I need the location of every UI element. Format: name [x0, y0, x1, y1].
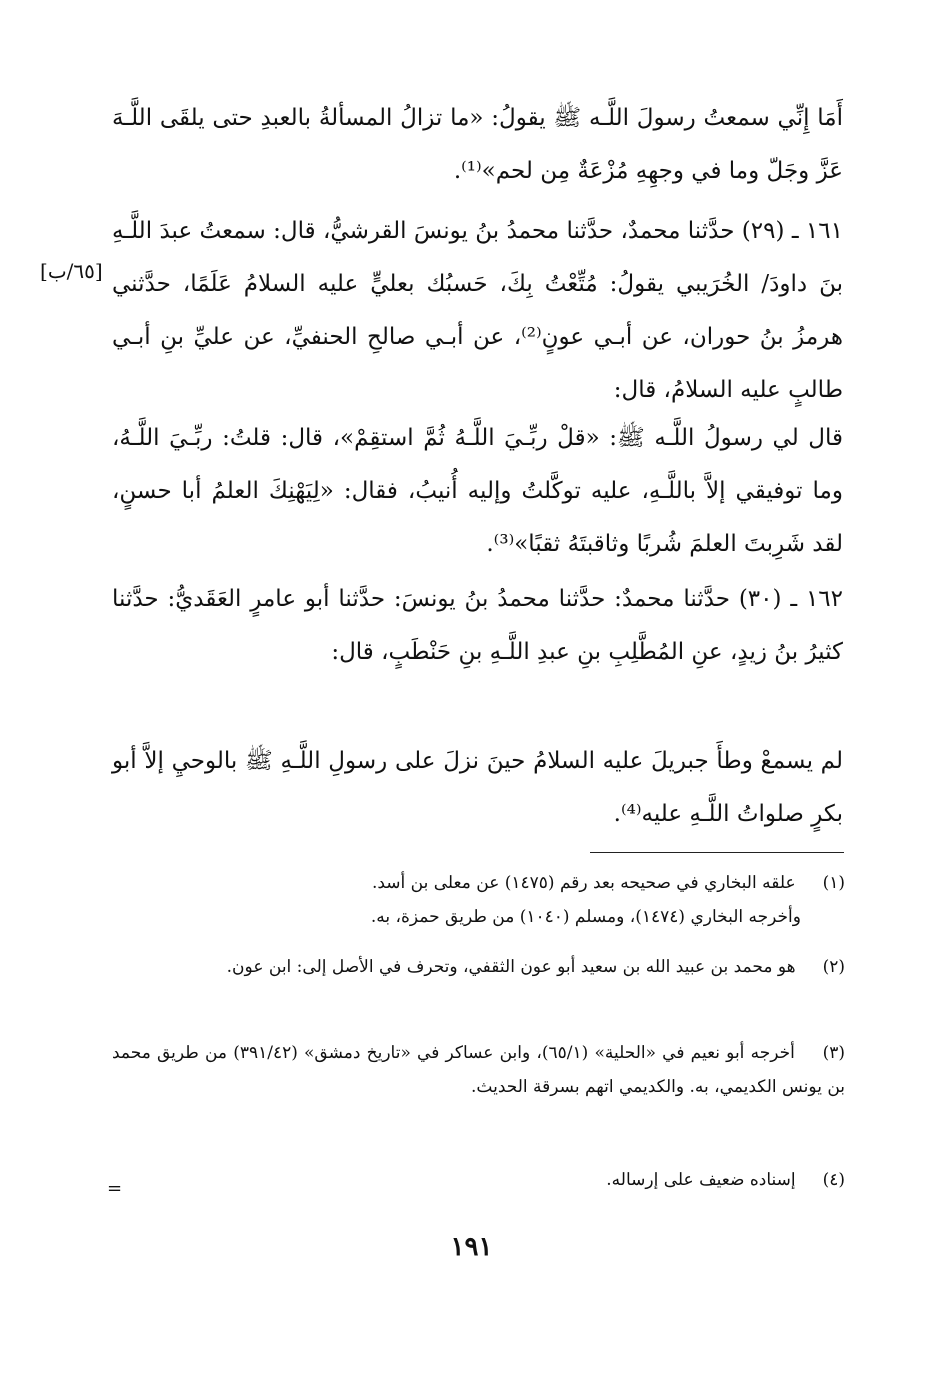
footnote-3-number: (٣) [822, 1043, 845, 1063]
paragraph-isnad-161: ١٦١ ـ (٢٩) حدَّثنا محمدٌ، حدَّثنا محمدُ بنُ يونسَ القرشيُّ، قال: سمعتُ عبدَ اللَّـهِ بنَ داودَ/ الخُرَيبي يقولُ: مُتِّعْتُ بِكَ، حَسبُك بعليٍّ عليه السلامُ عَلَمًا، حدَّثني هرمزُ بنُ حوران، عن أبـي عونٍ⁽²⁾، عن أبـي صالحِ الحنفيِّ، عن عليِّ بنِ أبـي طالبٍ عليه السلامُ، قال: [112, 218, 843, 403]
footnote-2-text: هو محمد بن عبيد الله بن سعيد أبو عون الثقفي، وتحرف في الأصل إلى: ابن عون. [226, 957, 796, 977]
footnote-1 [112, 866, 845, 934]
footnote-1-line-2: وأخرجه البخاري (١٤٧٤)، ومسلم (١٠٤٠) من طريق حمزة، به. [370, 907, 801, 927]
footnote-2-number: (٢) [822, 957, 845, 977]
footnote-2 [112, 950, 845, 984]
footnote-1-text: علقه البخاري في صحيحه بعد رقم (١٤٧٥) عن معلى بن أسد. [371, 873, 796, 893]
footnote-1-number: (١) [822, 873, 845, 893]
footnote-separator-rule [590, 852, 844, 853]
footnote-3 [112, 1036, 845, 1104]
paragraph-hadith-162-matn: لم يسمعْ وطأَ جبريلَ عليه السلامُ حينَ نزلَ على رسولِ اللَّـهِ ﷺ بالوحيِ إلاَّ أبو بكرٍ صلواتُ اللَّـهِ عليه⁽⁴⁾. [112, 748, 843, 827]
manuscript-folio-marker: [٦٥/ب] [40, 259, 103, 283]
footnote-4 [112, 1163, 845, 1197]
footnote-continuation-mark: = [107, 1178, 123, 1199]
footnote-4-text: إسناده ضعيف على إرساله. [606, 1170, 796, 1190]
footnote-4-number: (٤) [822, 1170, 845, 1190]
paragraph-isnad-162: ١٦٢ ـ (٣٠) حدَّثنا محمدٌ: حدَّثنا محمدُ بنُ يونسَ: حدَّثنا أبو عامرٍ العَقَديُّ: حدَّثنا كثيرُ بنُ زيدٍ، عنِ المُطَّلِبِ بنِ عبدِ اللَّـهِ بنِ حَنْطَبٍ، قال: [112, 586, 843, 665]
paragraph-hadith-161-matn: قال لي رسولُ اللَّـه ﷺ: «قلْ ربِّـيَ اللَّـهُ ثُمَّ استقِمْ»، قال: قلتُ: ربِّـيَ اللَّـهُ، وما توفيقي إلاَّ باللَّـهِ، عليه توكَّلتُ وإليه أُنيبُ، فقال: «لِيَهْنِكَ العلمُ أبا حسنٍ، لقد شَرِبتَ العلمَ شُربًا وثاقبتَهُ ثقبًا»⁽³⁾. [112, 425, 843, 557]
paragraph-hadith-opening: أَمَا إِنِّي سمعتُ رسولَ اللَّـه ﷺ يقولُ: «ما تزالُ المسألةُ بالعبدِ حتى يلقَى اللَّـهَ عَزَّ وجَلّ وما في وجهِهِ مُزْعَةٌ مِن لحم»⁽¹⁾. [112, 105, 843, 184]
page-number: ١٩١ [450, 1232, 493, 1262]
footnote-1-line-1 [112, 866, 845, 900]
footnote-3-text: أخرجه أبو نعيم في «الحلية» (٦٥/١)، وابن عساكر في «تاريخ دمشق» (٣٩١/٤٢) من طريق محمد بن يونس الكديمي، به. والكديمي اتهم بسرقة الحديث. [112, 1043, 845, 1097]
